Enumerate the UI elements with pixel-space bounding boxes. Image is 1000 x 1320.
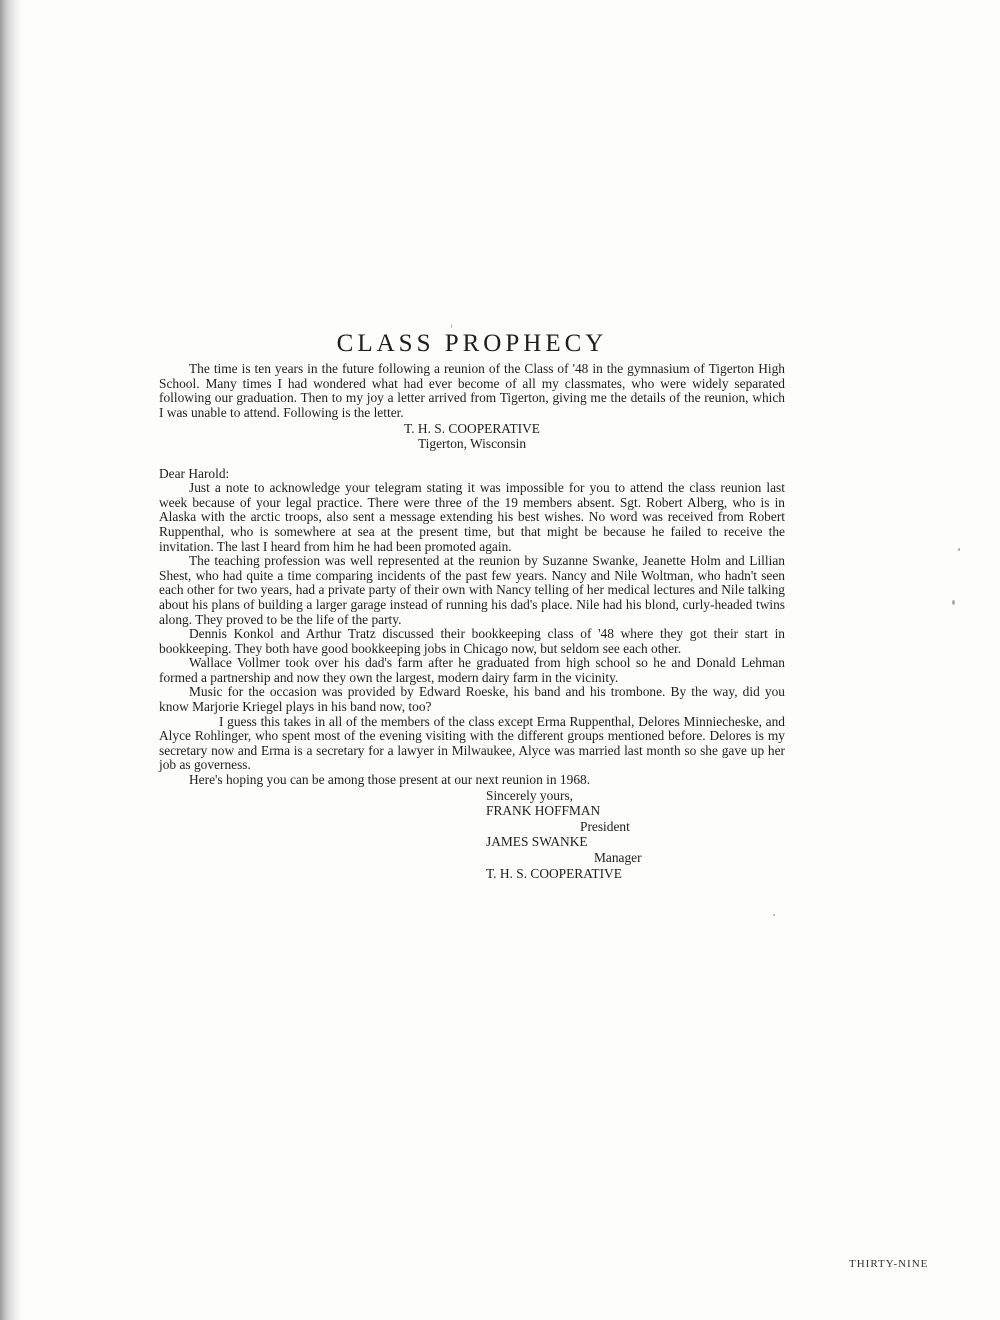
paper-speck: [451, 324, 452, 328]
letter-paragraph: Here's hoping you can be among those present at our next reunion in 1968.: [189, 772, 591, 788]
letterhead-place: Tigerton, Wisconsin: [417, 435, 527, 451]
document-page: [159, 330, 785, 881]
paper-speck: [958, 548, 960, 551]
letter-paragraph: Wallace Vollmer took over his dad's farm after he graduated from high school so he and Donald Lehman formed a partnership and now they own the largest, modern dairy farm in the vicinity.: [159, 655, 785, 685]
signer-name: JAMES SWANKE: [486, 834, 588, 850]
closing: Sincerely yours,: [486, 787, 574, 803]
letter-paragraph: The teaching profession was well represented at the reunion by Suzanne Swanke, Jeanette Holm and Lillian Shest, who had quite a time comparing incidents of the past few years. Nancy and Nile Woltman, who hadn't seen each other for two years, had a private party of their own with Nancy telling of her medical lectures and Nile talking about his plans of building a larger garage instead of running his dad's place. Nile had his blond, curly-headed twins along. They proved to be the life of the party.: [159, 553, 785, 627]
page-number: THIRTY-NINE: [849, 1258, 929, 1270]
paper-speck: [952, 600, 955, 605]
letterhead-name: T. H. S. COOPERATIVE: [404, 421, 540, 437]
page-edge-shadow: [0, 0, 22, 1320]
paper-speck: [773, 914, 775, 916]
signature-block: [486, 788, 785, 882]
signer-organization: T. H. S. COOPERATIVE: [486, 865, 622, 881]
page-title: CLASS PROPHECY: [336, 330, 608, 357]
signer-role: Manager: [594, 850, 642, 865]
letter-paragraph: I guess this takes in all of the members of the class except Erma Ruppenthal, Delores Minniecheske, and Alyce Rohlinger, who spent most of the evening visiting with the different groups mentioned before. Delores is my secretary now and Erma is a secretary for a lawyer in Milwaukee, Alyce was married last month so she gave up her job as governess.: [159, 713, 785, 773]
salutation: Dear Harold:: [159, 465, 230, 481]
letter-paragraph: Dennis Konkol and Arthur Tratz discussed their bookkeeping class of '48 where they got their start in bookkeeping. They both have good bookkeeping jobs in Chicago now, but seldom see each other.: [159, 626, 785, 656]
signer-name: FRANK HOFFMAN: [486, 803, 601, 819]
signer-role: President: [580, 818, 630, 834]
intro-paragraph: The time is ten years in the future following a reunion of the Class of '48 in the gymnasium of Tigerton High School. Many times I had wondered what had ever become of all my classmates, who were widely separated following our graduation. Then to my joy a letter arrived from Tigerton, giving me the details of the reunion, which I was unable to attend. Following is the letter.: [159, 361, 785, 420]
letter-paragraph: Music for the occasion was provided by Edward Roeske, his band and his trombone. By the way, did you know Marjorie Kriegel plays in his band now, too?: [159, 684, 785, 715]
letter-paragraph: Just a note to acknowledge your telegram stating it was impossible for you to attend the class reunion last week because of your legal practice. There were three of the 19 members absent. Sgt. Robert Alberg, who is in Alaska with the arctic troops, also sent a message extending his best wishes. No word was received from Robert Ruppenthal, who is somewhere at sea at the present time, but that might be because he failed to receive the invitation. The last I heard from him he had been promoted again.: [159, 480, 785, 554]
